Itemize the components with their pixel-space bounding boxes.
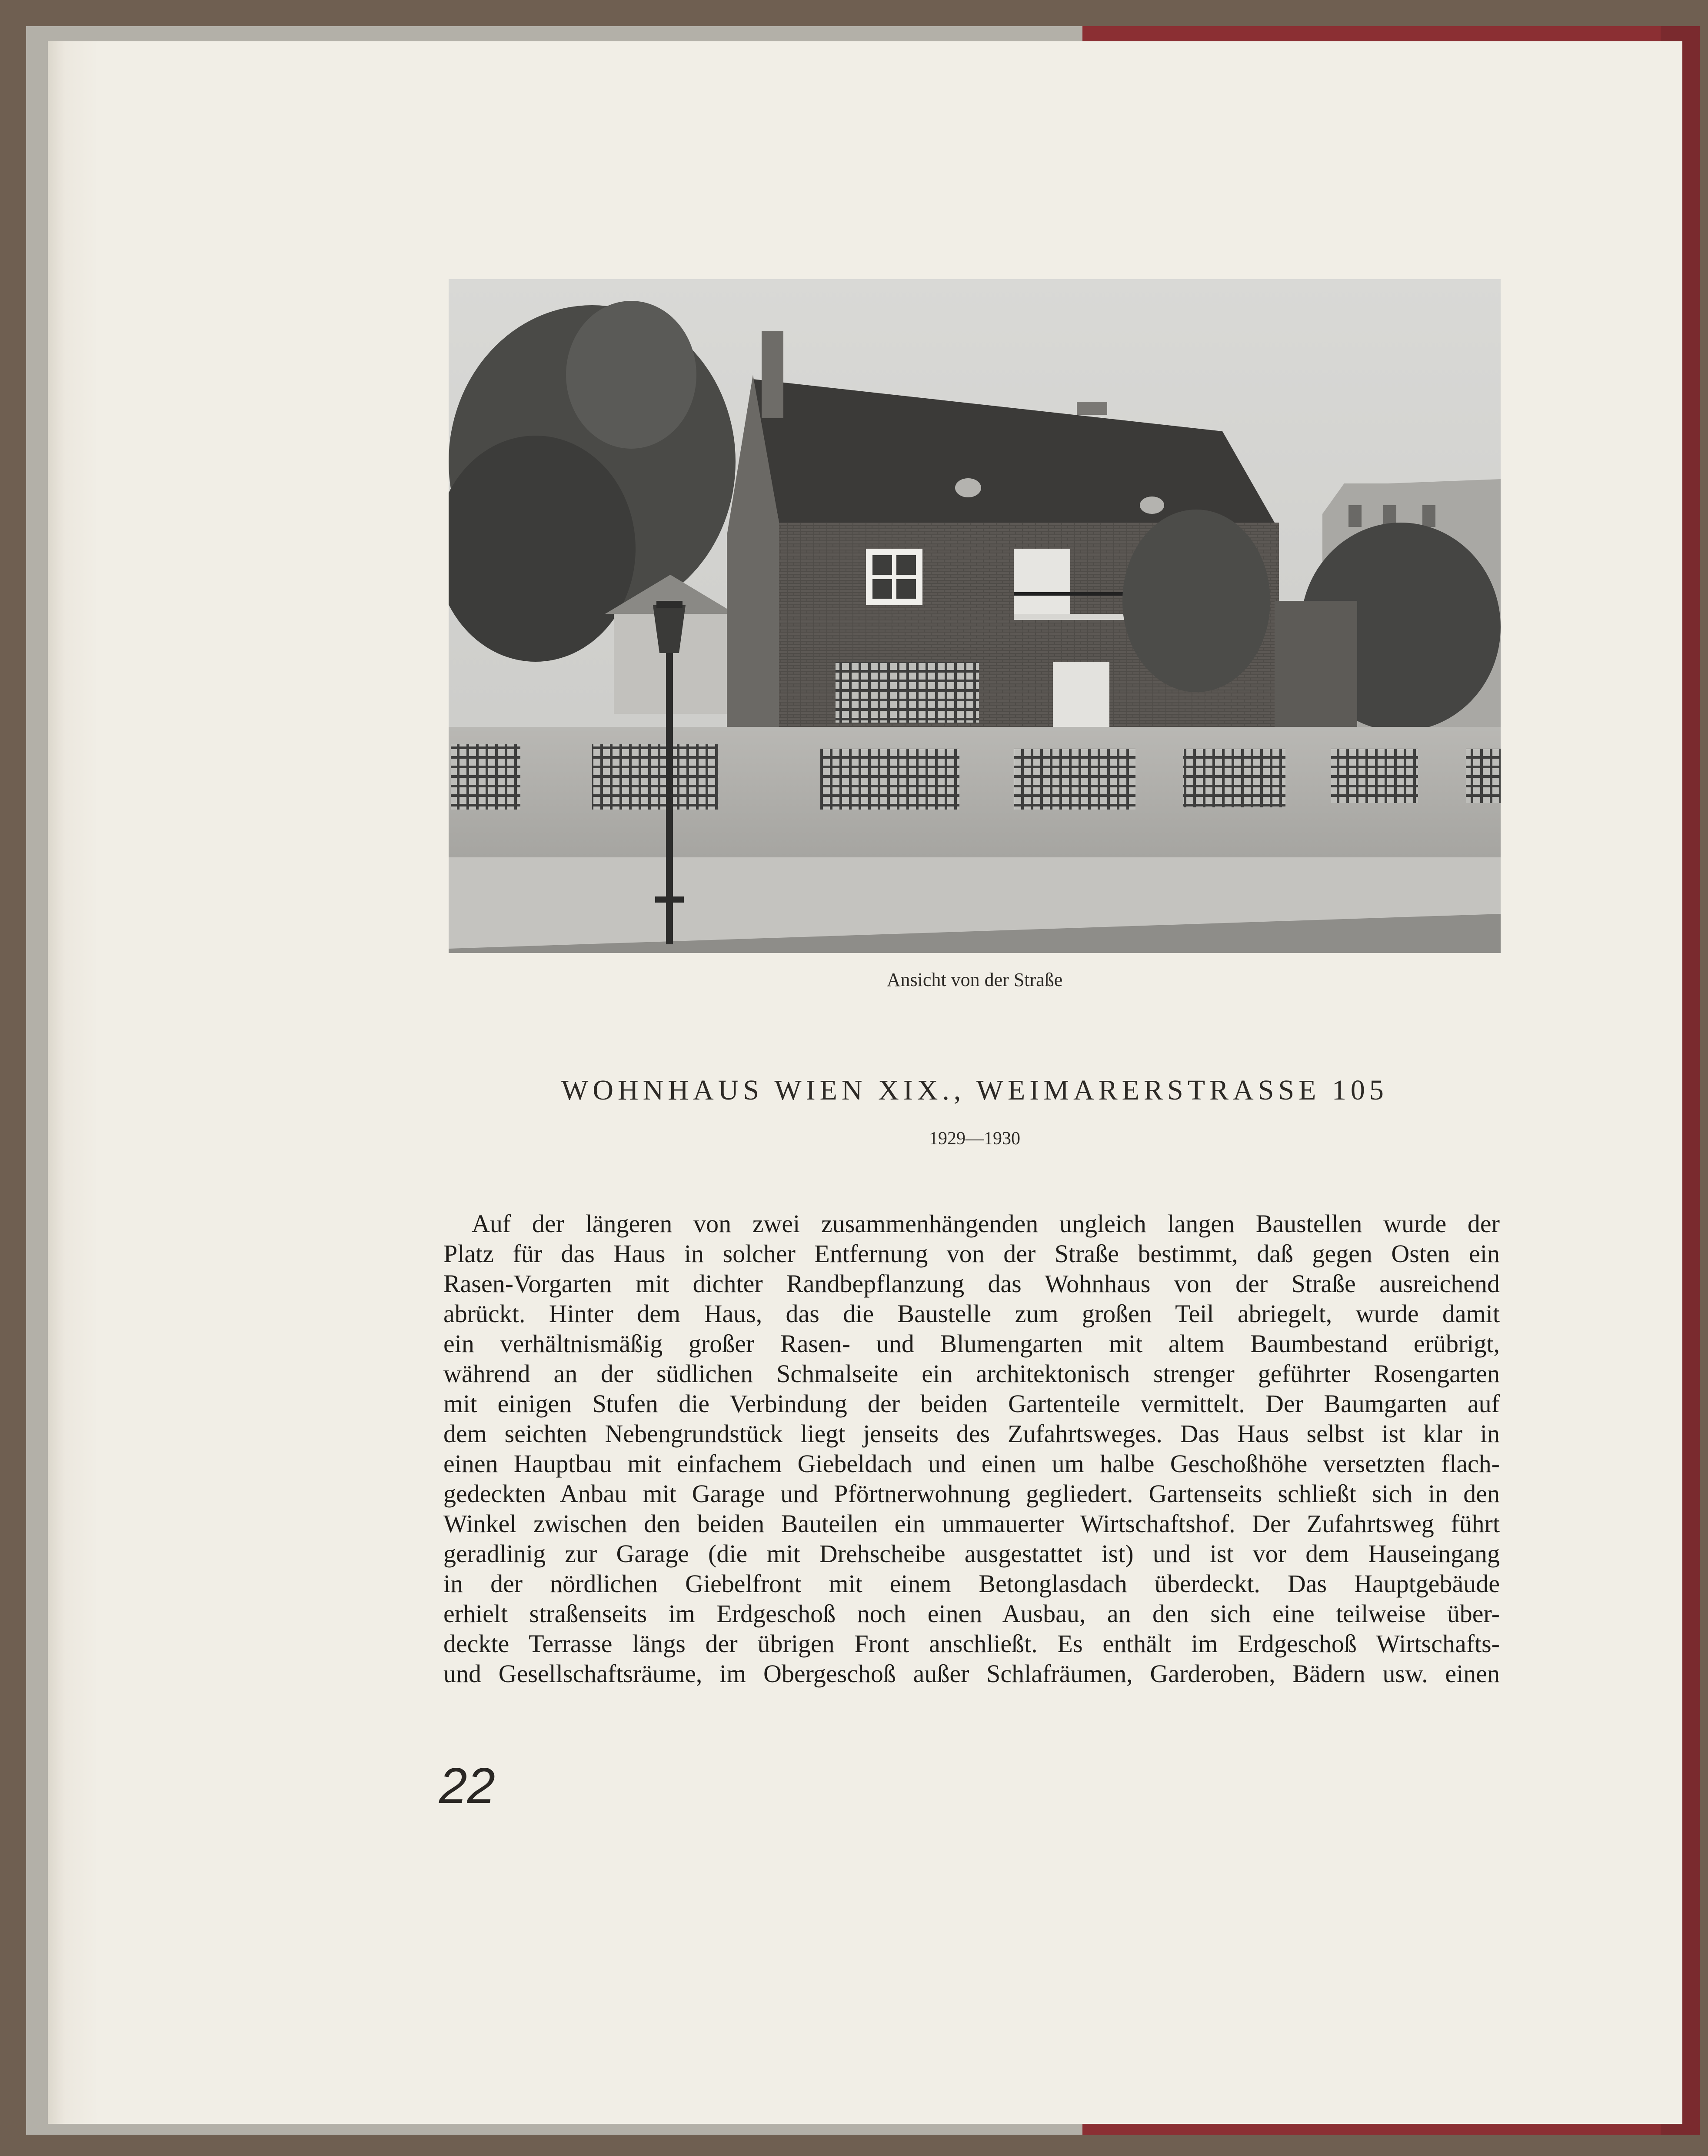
house-photo-illustration xyxy=(449,279,1501,953)
article-title: WOHNHAUS WIEN XIX., WEIMARERSTRASSE 105 xyxy=(561,1074,1388,1106)
body-paragraph xyxy=(443,1209,1500,1689)
house-photograph xyxy=(449,279,1501,953)
text-line: in der nördlichen Giebelfront mit einem Betonglasdach überdeckt. Das Hauptgebäude xyxy=(443,1570,1500,1598)
text-line: gedeckten Anbau mit Garage und Pförtnerwohnung gegliedert. Gartenseits schließt sich in den xyxy=(443,1480,1500,1508)
photo-caption: Ansicht von der Straße xyxy=(886,969,1063,990)
text-line: dem seichten Nebengrundstück liegt jenseits des Zufahrtsweges. Das Haus selbst ist klar in xyxy=(443,1420,1500,1448)
text-line: Auf der längeren von zwei zusammenhängenden ungleich langen Baustellen wurde der xyxy=(472,1210,1500,1238)
text-line: Winkel zwischen den beiden Bauteilen ein ummauerter Wirtschaftshof. Der Zufahrtsweg führt xyxy=(443,1510,1500,1538)
text-line: geradlinig zur Garage (die mit Drehscheibe ausgestattet ist) und ist vor dem Hauseingang xyxy=(443,1540,1500,1568)
text-line: mit einigen Stufen die Verbindung der beiden Gartenteile vermittelt. Der Baumgarten auf xyxy=(443,1390,1500,1418)
text-line: einen Hauptbau mit einfachem Giebeldach und einen um halbe Geschoßhöhe versetzten flach- xyxy=(443,1450,1500,1478)
text-line: Rasen-Vorgarten mit dichter Randbepflanzung das Wohnhaus von der Straße ausreichend xyxy=(443,1270,1500,1298)
text-line: erhielt straßenseits im Erdgeschoß noch einen Ausbau, an den sich eine teilweise über- xyxy=(443,1600,1500,1628)
text-line: Platz für das Haus in solcher Entfernung von der Straße bestimmt, daß gegen Osten ein xyxy=(443,1240,1500,1268)
text-line: und Gesellschaftsräume, im Obergeschoß außer Schlafräumen, Garderoben, Bädern usw. einen xyxy=(443,1659,1500,1688)
text-line: abrückt. Hinter dem Haus, das die Baustelle zum großen Teil abriegelt, wurde damit xyxy=(443,1300,1500,1328)
page-number: 22 xyxy=(439,1757,496,1814)
article-years: 1929—1930 xyxy=(929,1129,1020,1149)
text-line: während an der südlichen Schmalseite ein architektonisch strenger geführter Rosengarten xyxy=(443,1360,1500,1388)
text-line: deckte Terrasse längs der übrigen Front anschließt. Es enthält im Erdgeschoß Wirtschafts- xyxy=(443,1629,1500,1658)
text-line: ein verhältnismäßig großer Rasen- und Blumengarten mit altem Baumbestand erübrigt, xyxy=(443,1330,1500,1358)
